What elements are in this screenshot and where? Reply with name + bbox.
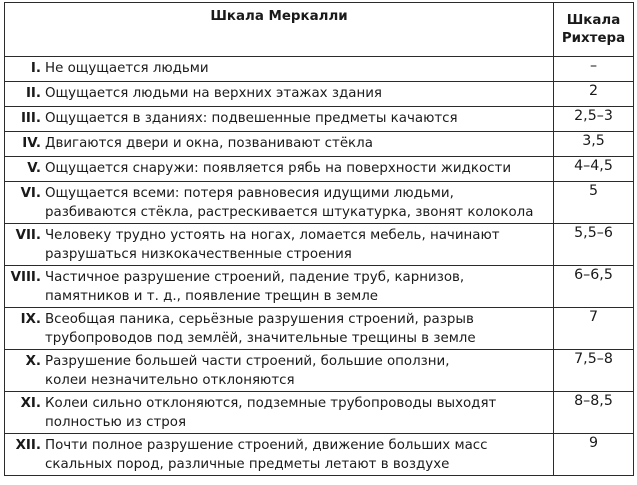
mercalli-description-line: Ощущается всеми: потеря равновесия идущими людьми,	[45, 186, 454, 201]
mercalli-description	[45, 392, 553, 433]
table-row	[5, 266, 634, 308]
mercalli-richter-table	[4, 2, 634, 476]
mercalli-description-line: Колеи сильно отклоняются, подземные трубопроводы выходят	[45, 396, 497, 411]
mercalli-description	[45, 107, 553, 129]
mercalli-description-line: Не ощущается людьми	[45, 61, 209, 76]
table-header	[5, 3, 634, 57]
mercalli-level-number: VII.	[15, 228, 41, 243]
mercalli-description	[45, 82, 553, 104]
mercalli-cell-content	[5, 157, 553, 179]
mercalli-level-number: X.	[25, 354, 41, 369]
mercalli-cell-content	[5, 224, 553, 265]
mercalli-description-line: памятников и т. д., появление трещин в земле	[45, 289, 379, 304]
mercalli-cell	[5, 157, 554, 182]
mercalli-level-number: XI.	[20, 396, 41, 411]
mercalli-description-line: Человеку трудно устоять на ногах, ломается мебель, начинают	[45, 228, 500, 243]
table-row	[5, 157, 634, 182]
mercalli-description	[45, 350, 553, 391]
table-row	[5, 350, 634, 392]
mercalli-description-line: Ощущается людьми на верхних этажах здания	[45, 86, 382, 101]
mercalli-cell-content	[5, 308, 553, 349]
richter-header-line2: Рихтера	[561, 30, 626, 46]
mercalli-description-line: Ощущается снаружи: появляется рябь на поверхности жидкости	[45, 161, 512, 176]
richter-value: 6–6,5	[554, 266, 634, 308]
richter-value: –	[554, 57, 634, 82]
mercalli-header: Шкала Меркалли	[5, 3, 554, 57]
richter-header-line1: Шкала	[566, 12, 621, 28]
mercalli-level-number: VI.	[20, 186, 41, 201]
richter-value: 5	[554, 182, 634, 224]
mercalli-description-line: полностью из строя	[45, 415, 187, 430]
mercalli-level-number: IX.	[20, 312, 41, 327]
mercalli-cell	[5, 82, 554, 107]
table-row	[5, 182, 634, 224]
richter-value: 7,5–8	[554, 350, 634, 392]
richter-header	[554, 3, 634, 57]
mercalli-description	[45, 57, 553, 79]
mercalli-level-number: II.	[25, 86, 41, 101]
mercalli-description-line: колеи незначительно отклоняются	[45, 373, 295, 388]
mercalli-description-line: Всеобщая паника, серьёзные разрушения строений, разрыв	[45, 312, 474, 327]
mercalli-cell	[5, 350, 554, 392]
header-row	[5, 3, 634, 57]
richter-value: 7	[554, 308, 634, 350]
table-row	[5, 392, 634, 434]
mercalli-description-line: Частичное разрушение строений, падение труб, карнизов,	[45, 270, 465, 285]
table-body	[5, 57, 634, 476]
richter-value: 9	[554, 434, 634, 476]
richter-value: 5,5–6	[554, 224, 634, 266]
table-row	[5, 132, 634, 157]
mercalli-cell	[5, 392, 554, 434]
mercalli-description	[45, 182, 553, 223]
mercalli-description-line: Почти полное разрушение строений, движение больших масс	[45, 438, 488, 453]
mercalli-description	[45, 224, 553, 265]
mercalli-cell	[5, 107, 554, 132]
mercalli-description	[45, 266, 553, 307]
table-row	[5, 224, 634, 266]
mercalli-level-number: V.	[27, 161, 41, 176]
mercalli-cell	[5, 132, 554, 157]
mercalli-cell	[5, 266, 554, 308]
table-row	[5, 107, 634, 132]
mercalli-description-line: разрушаться низкокачественные строения	[45, 247, 352, 262]
mercalli-description-line: трубопроводов под землёй, значительные трещины в земле	[45, 331, 476, 346]
mercalli-description-line: скальных пород, различные предметы летают в воздухе	[45, 457, 450, 472]
mercalli-cell-content	[5, 266, 553, 307]
mercalli-cell-content	[5, 57, 553, 79]
mercalli-description	[45, 157, 553, 179]
mercalli-description	[45, 132, 553, 154]
mercalli-description-line: Ощущается в зданиях: подвешенные предметы качаются	[45, 111, 458, 126]
mercalli-cell-content	[5, 392, 553, 433]
mercalli-description	[45, 308, 553, 349]
mercalli-level-number: I.	[30, 61, 41, 76]
mercalli-cell-content	[5, 182, 553, 223]
richter-value: 2,5–3	[554, 107, 634, 132]
table-row	[5, 434, 634, 476]
mercalli-description-line: Двигаются двери и окна, позванивают стёкла	[45, 136, 373, 151]
richter-value: 4–4,5	[554, 157, 634, 182]
table-row	[5, 308, 634, 350]
mercalli-level-number: VIII.	[10, 270, 41, 285]
mercalli-cell-content	[5, 434, 553, 475]
mercalli-level-number: IV.	[22, 136, 41, 151]
richter-value: 3,5	[554, 132, 634, 157]
mercalli-cell	[5, 57, 554, 82]
mercalli-description-line: Разрушение большей части строений, большие оползни,	[45, 354, 450, 369]
mercalli-description	[45, 434, 553, 475]
richter-value: 8–8,5	[554, 392, 634, 434]
richter-value: 2	[554, 82, 634, 107]
mercalli-cell	[5, 308, 554, 350]
mercalli-cell-content	[5, 350, 553, 391]
mercalli-cell-content	[5, 132, 553, 154]
table-row	[5, 57, 634, 82]
mercalli-cell	[5, 182, 554, 224]
mercalli-description-line: разбиваются стёкла, растрескивается штукатурка, звонят колокола	[45, 205, 534, 220]
mercalli-cell	[5, 224, 554, 266]
mercalli-cell-content	[5, 82, 553, 104]
mercalli-cell-content	[5, 107, 553, 129]
mercalli-level-number: XII.	[15, 438, 41, 453]
table-row	[5, 82, 634, 107]
mercalli-level-number: III.	[20, 111, 41, 126]
mercalli-cell	[5, 434, 554, 476]
